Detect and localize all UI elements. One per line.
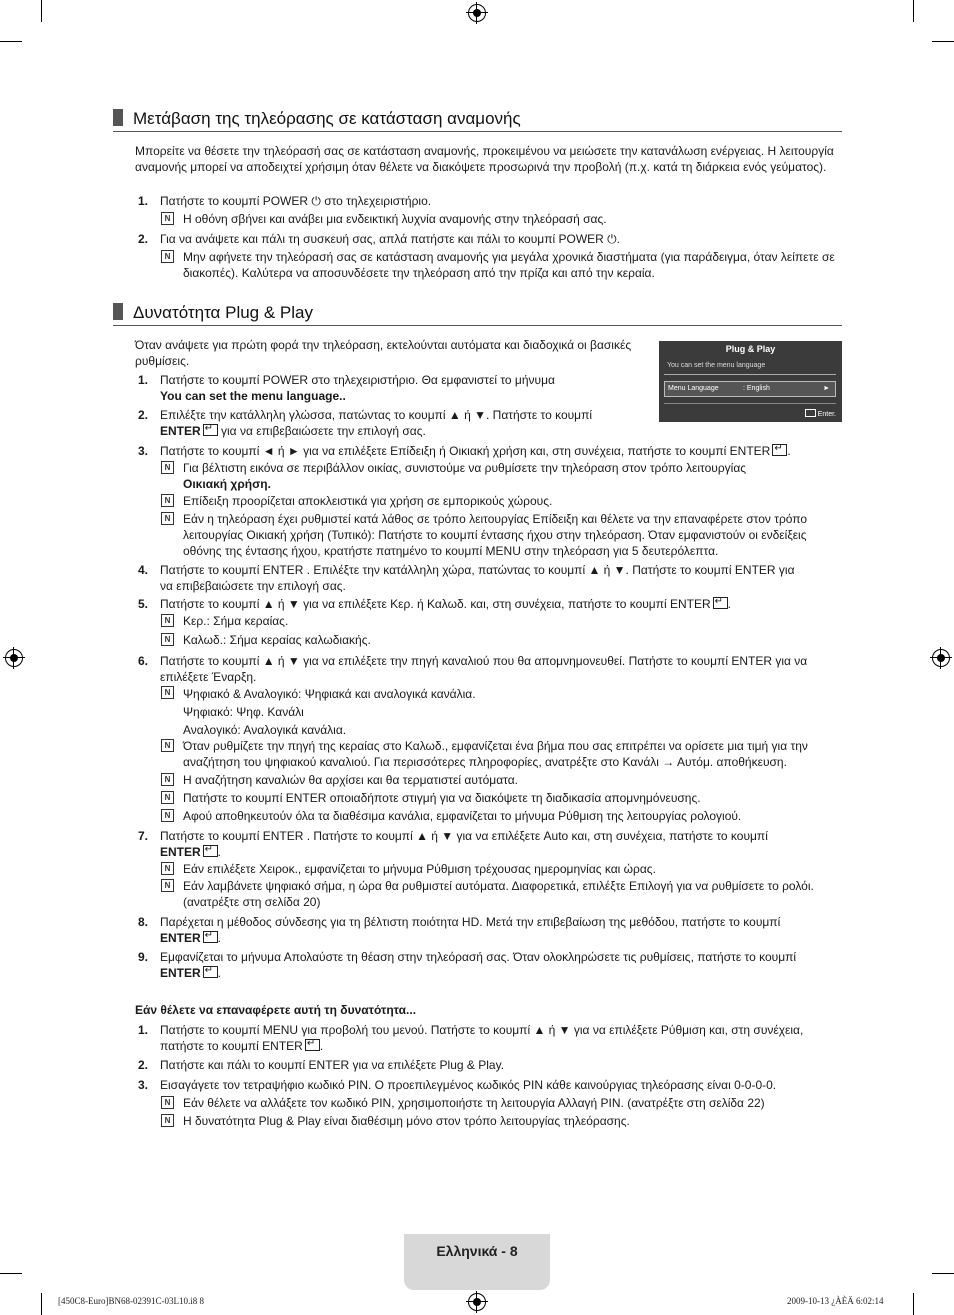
step-number: 2.: [138, 1058, 149, 1072]
plug-play-step-2: [160, 407, 650, 439]
step-text: Πατήστε το κουμπί POWER στο τηλεχειριστήριο. Θα εμφανιστεί το μήνυμα: [160, 373, 555, 387]
osd-menu-language-row: [664, 381, 836, 397]
crop-mark: [0, 1273, 22, 1274]
reset-heading: Εάν θέλετε να επαναφέρετε αυτή τη δυνατότητα...: [135, 1003, 417, 1017]
osd-row-arrow: ►: [823, 385, 830, 392]
note-icon: N: [161, 773, 174, 786]
note-text: Όταν ρυθμίζετε την πηγή της κεραίας στο Καλωδ., εμφανίζεται ένα βήμα που σας επιτρέπει να ορίσετε μια τιμή για την: [183, 739, 808, 753]
note-text: λειτουργίας Οικιακή χρήση (Τυπικό): Πατήστε το κουμπί έντασης ήχου στην τηλεόραση. Όταν εμφανιστούν οι ενδείξεις: [183, 528, 807, 542]
step-text: Πατήστε το κουμπί ▲ ή ▼ για να επιλέξετε Κερ. ή Καλωδ. και, στη συνέχεια, πατήστε το κουμπί ENTER: [160, 597, 711, 611]
reset-step-3-note-2: Η δυνατότητα Plug & Play είναι διαθέσιμη μόνο στον τρόπο λειτουργίας τηλεόρασης.: [183, 1114, 630, 1128]
step-text: Πατήστε το κουμπί ENTER . Επιλέξτε την κατάλληλη χώρα, πατώντας το κουμπί ▲ ή ▼. Πατήστε το κουμπί ENTER για: [160, 563, 795, 577]
crop-mark: [41, 1293, 42, 1315]
note-icon: N: [161, 250, 174, 263]
step-text: Πατήστε το κουμπί ▲ ή ▼ για να επιλέξετε την πηγή καναλιού που θα απομνημονευθεί. Πατήστε το κουμπί ENTER για να: [160, 654, 808, 668]
enter-icon: [805, 409, 816, 417]
plug-play-step-9: Εμφανίζεται το μήνυμα Απολαύστε τη θέαση στην τηλεόρασή σας. Όταν ολοκληρώσετε τις ρυθμίσεις, πατήστε το κουμπί ENTER↵ .: [160, 949, 840, 981]
step-text: επιλέξετε Έναρξη.: [160, 670, 257, 684]
note-icon: N: [161, 739, 174, 752]
note-text: Αναλογικό: Αναλογικά κανάλια.: [183, 723, 347, 737]
plug-play-step-8: Παρέχεται η μέθοδος σύνδεσης για τη βέλτιστη ποιότητα HD. Μετά την επιβεβαίωση της μεθόδου, πατήστε το κουμπί ENTER↵ .: [160, 914, 840, 946]
step-number: 2.: [138, 408, 149, 422]
plug-play-step-7: Πατήστε το κουμπί ENTER . Πατήστε το κουμπί ▲ ή ▼ για να επιλέξετε Auto και, στη συνέχεια, πατήστε το κουμπί ENTER↵ .: [160, 828, 845, 860]
reset-step-3-note-1: Εάν θέλετε να αλλάξετε τον κωδικό PIN, χρησιμοποιήστε τη λειτουργία Αλλαγή PIN. (ανατρέξτε στη σελίδα 22): [183, 1096, 765, 1110]
step-number: 3.: [138, 444, 149, 458]
plug-play-step-3-note-3: [183, 511, 843, 559]
osd-title: Plug & Play: [725, 344, 776, 354]
step-text: να επιβεβαιώσετε την επιλογή σας.: [160, 579, 346, 593]
section-title-text: Δυνατότητα Plug & Play: [133, 303, 313, 322]
note-icon: N: [161, 212, 174, 225]
crop-mark: [41, 0, 42, 22]
step-number: 8.: [138, 915, 149, 929]
step-number: 4.: [138, 563, 149, 577]
step-number: 5.: [138, 597, 149, 611]
enter-icon: [305, 1039, 320, 1051]
enter-label: ENTER: [160, 931, 201, 945]
reset-step-3: Εισαγάγετε τον τετραψήφιο κωδικό PIN. Ο προεπιλεγμένος κωδικός PIN κάθε καινούργιας τηλεόρασης είναι 0-0-0-0.: [160, 1078, 777, 1092]
section-title-standby: [113, 109, 521, 129]
step-number: 6.: [138, 654, 149, 668]
enter-icon: [713, 597, 728, 609]
note-text: (ανατρέξτε στη σελίδα 20): [183, 895, 321, 909]
print-imprint-left: [450C8-Euro]BN68-02391C-03L10.i8 8: [58, 1296, 204, 1306]
registration-mark-icon: [468, 1293, 486, 1311]
crop-mark: [913, 1293, 914, 1315]
standby-step-2-note: Μην αφήνετε την τηλεόρασή σας σε κατάσταση αναμονής για μεγάλα χρονικά διαστήματα (για παράδειγμα, όταν λείπετε σε διακοπές). Καλύτερα να αποσυνδέσετε την τηλεόραση από την πρίζα και από την κεραία.: [183, 250, 835, 280]
osd-row-label: Menu Language: [668, 385, 719, 392]
section-title-plug-play: [113, 303, 313, 323]
note-text-bold: Οικιακή χρήση.: [183, 477, 271, 491]
enter-icon: [203, 966, 218, 978]
step-number: 2.: [138, 232, 149, 246]
note-icon: N: [161, 809, 174, 822]
crop-mark: [0, 41, 22, 42]
step-text: πατήστε το κουμπί ENTER: [160, 1039, 303, 1053]
osd-divider: [664, 374, 836, 375]
plug-play-step-6-note-5: Αφού αποθηκευτούν όλα τα διαθέσιμα κανάλια, εμφανίζεται το μήνυμα Ρύθμιση της λειτουργίας ρολογιού.: [183, 809, 742, 823]
plug-play-intro: Όταν ανάψετε για πρώτη φορά την τηλεόραση, εκτελούνται αυτόματα και διαδοχικά οι βασικές ρυθμίσεις.: [135, 338, 632, 368]
note-icon: N: [161, 791, 174, 804]
plug-play-step-6-note-2: [183, 738, 843, 770]
note-icon: N: [161, 879, 174, 892]
step-text: για να επιβεβαιώσετε την επιλογή σας.: [221, 424, 426, 438]
enter-label: ENTER: [160, 424, 201, 438]
enter-icon: [203, 845, 218, 857]
step-text: Πατήστε το κουμπί ◄ ή ► για να επιλέξετε Επίδειξη ή Οικιακή χρήση και, στη συνέχεια, πατήστε το κουμπί ENTER: [160, 444, 771, 458]
plug-play-step-7-note-2: [183, 878, 843, 910]
step-number: 1.: [138, 1023, 149, 1037]
note-text: οθόνης της έντασης ήχου, κρατήστε πατημένο το κουμπί MENU στην τηλεόραση για 5 δευτερόλεπτα.: [183, 544, 719, 558]
crop-mark: [913, 0, 914, 22]
enter-label: ENTER: [160, 845, 201, 859]
reset-step-2: Πατήστε και πάλι το κουμπί ENTER για να επιλέξετε Plug & Play.: [160, 1058, 505, 1072]
registration-mark-icon: [468, 4, 486, 22]
registration-mark-icon: [5, 649, 23, 667]
step-text: Πατήστε το κουμπί MENU για προβολή του μενού. Πατήστε το κουμπί ▲ ή ▼ για να επιλέξετε Ρύθμιση και, στη συνέχεια,: [160, 1023, 804, 1037]
enter-label: ENTER: [160, 966, 201, 980]
plug-play-step-5-note-1: Κερ.: Σήμα κεραίας.: [183, 614, 289, 628]
standby-intro: Μπορείτε να θέσετε την τηλεόρασή σας σε κατάσταση αναμονής, προκειμένου να μειώσετε την κατανάλωση ενέργειας. Η λειτουργία αναμονής μπορεί να αποδειχτεί χρήσιμη όταν θέλετε να διακόψετε προσωρινά την προβολή (π.χ. κατά τη διάρκεια ενός γεύματος).: [135, 144, 834, 174]
note-icon: N: [161, 862, 174, 875]
plug-play-step-3-note-1: [183, 460, 840, 492]
step-text: Εμφανίζεται το μήνυμα Απολαύστε τη θέαση στην τηλεόρασή σας. Όταν ολοκληρώσετε τις ρυθμίσεις, πατήστε το κουμπί: [160, 950, 797, 964]
step-number: 3.: [138, 1078, 149, 1092]
plug-play-step-5: Πατήστε το κουμπί ▲ ή ▼ για να επιλέξετε Κερ. ή Καλωδ. και, στη συνέχεια, πατήστε το κουμπί ENTER↵ .: [160, 596, 840, 612]
step-text-bold: You can set the menu language..: [160, 389, 346, 403]
plug-play-step-5-note-2: Καλωδ.: Σήμα κεραίας καλωδιακής.: [183, 633, 371, 647]
step-text: Επιλέξτε την κατάλληλη γλώσσα, πατώντας το κουμπί ▲ ή ▼. Πατήστε το κουμπί: [160, 408, 593, 422]
osd-footer: Enter.: [805, 409, 836, 418]
note-text: αναζήτηση του ψηφιακού καναλιού. Για περισσότερες πληροφορίες, ανατρέξτε στο Κανάλι → Αυτόμ. αποθήκευση.: [183, 755, 787, 769]
plug-play-step-1: [160, 372, 650, 404]
step-number: 9.: [138, 950, 149, 964]
note-text: Ψηφιακό: Ψηφ. Κανάλι: [183, 705, 304, 719]
note-text: Ψηφιακό & Αναλογικό: Ψηφιακά και αναλογικά κανάλια.: [183, 687, 476, 701]
note-text: Για βέλτιστη εικόνα σε περιβάλλον οικίας, συνιστούμε να ρυθμίσετε την τηλεόραση στον τρόπο λειτουργίας: [183, 461, 747, 475]
note-text: Εάν η τηλεόραση έχει ρυθμιστεί κατά λάθος σε τρόπο λειτουργίας Επίδειξη και θέλετε να την επαναφέρετε στον τρόπο: [183, 512, 808, 526]
osd-row-value: : English: [743, 385, 770, 392]
plug-play-osd-screenshot: [659, 341, 842, 422]
note-icon: N: [161, 686, 174, 699]
step-text: Πατήστε το κουμπί ENTER . Πατήστε το κουμπί ▲ ή ▼ για να επιλέξετε Auto και, στη συνέχεια, πατήστε το κουμπί: [160, 829, 768, 843]
standby-step-1: Πατήστε το κουμπί POWER ⏻ στο τηλεχειριστήριο.: [160, 194, 432, 208]
print-imprint-right: 2009-10-13 ¿ÀÈÄ 6:02:14: [787, 1296, 884, 1306]
plug-play-step-6: [160, 653, 845, 685]
note-icon: N: [161, 1114, 174, 1127]
osd-divider: [664, 403, 836, 404]
plug-play-step-3: Πατήστε το κουμπί ◄ ή ► για να επιλέξετε Επίδειξη ή Οικιακή χρήση και, στη συνέχεια, πατήστε το κουμπί ENTER↵ .: [160, 443, 840, 459]
osd-footer-label: Enter: [817, 411, 835, 418]
section-title-text: Μετάβαση της τηλεόρασης σε κατάσταση αναμονής: [133, 109, 521, 128]
note-icon: N: [161, 614, 174, 627]
note-icon: N: [161, 494, 174, 507]
enter-icon: [203, 424, 218, 436]
step-number: 1.: [138, 373, 149, 387]
note-icon: N: [161, 1096, 174, 1109]
crop-mark: [932, 41, 954, 42]
enter-icon: [203, 931, 218, 943]
step-text: Παρέχεται η μέθοδος σύνδεσης για τη βέλτιστη ποιότητα HD. Μετά την επιβεβαίωση της μεθόδου, πατήστε το κουμπί: [160, 915, 781, 929]
note-icon: N: [161, 633, 174, 646]
enter-icon: [772, 444, 787, 456]
plug-play-step-6-note-4: Πατήστε το κουμπί ENTER οποιαδήποτε στιγμή για να διακόψετε τη διαδικασία απομνημόνευσης.: [183, 791, 701, 805]
registration-mark-icon: [932, 649, 950, 667]
step-number: 7.: [138, 829, 149, 843]
note-text: Εάν λαμβάνετε ψηφιακό σήμα, η ώρα θα ρυθμιστεί αυτόματα. Διαφορετικά, επιλέξτε Επιλογή για να ρυθμίσετε το ρολόι.: [183, 879, 814, 893]
standby-step-1-note: Η οθόνη σβήνει και ανάβει μια ενδεικτική λυχνία αναμονής στην τηλεόρασή σας.: [183, 212, 607, 226]
plug-play-step-3-note-2: Επίδειξη προορίζεται αποκλειστικά για χρήση σε εμπορικούς χώρους.: [183, 494, 553, 508]
section-rule: [113, 131, 842, 132]
crop-mark: [932, 1273, 954, 1274]
page-number-label: Ελληνικά - 8: [436, 1243, 518, 1259]
step-number: 1.: [138, 194, 149, 208]
reset-step-1: Πατήστε το κουμπί MENU για προβολή του μενού. Πατήστε το κουμπί ▲ ή ▼ για να επιλέξετε Ρύθμιση και, στη συνέχεια, πατήστε το κουμπί ENTER↵ .: [160, 1022, 840, 1054]
osd-subtitle: You can set the menu language: [667, 362, 766, 369]
plug-play-step-4: [160, 562, 845, 594]
note-icon: N: [161, 461, 174, 474]
note-icon: N: [161, 512, 174, 525]
plug-play-step-6-note-1: [183, 685, 840, 739]
standby-step-2: Για να ανάψετε και πάλι τη συσκευή σας, απλά πατήστε και πάλι το κουμπί POWER ⏻.: [160, 232, 620, 246]
plug-play-step-7-note-1: Εάν επιλέξετε Χειροκ., εμφανίζεται το μήνυμα Ρύθμιση τρέχουσας ημερομηνίας και ώρας.: [183, 862, 656, 876]
plug-play-step-6-note-3: Η αναζήτηση καναλιών θα αρχίσει και θα τερματιστεί αυτόματα.: [183, 773, 518, 787]
section-rule: [113, 325, 842, 326]
